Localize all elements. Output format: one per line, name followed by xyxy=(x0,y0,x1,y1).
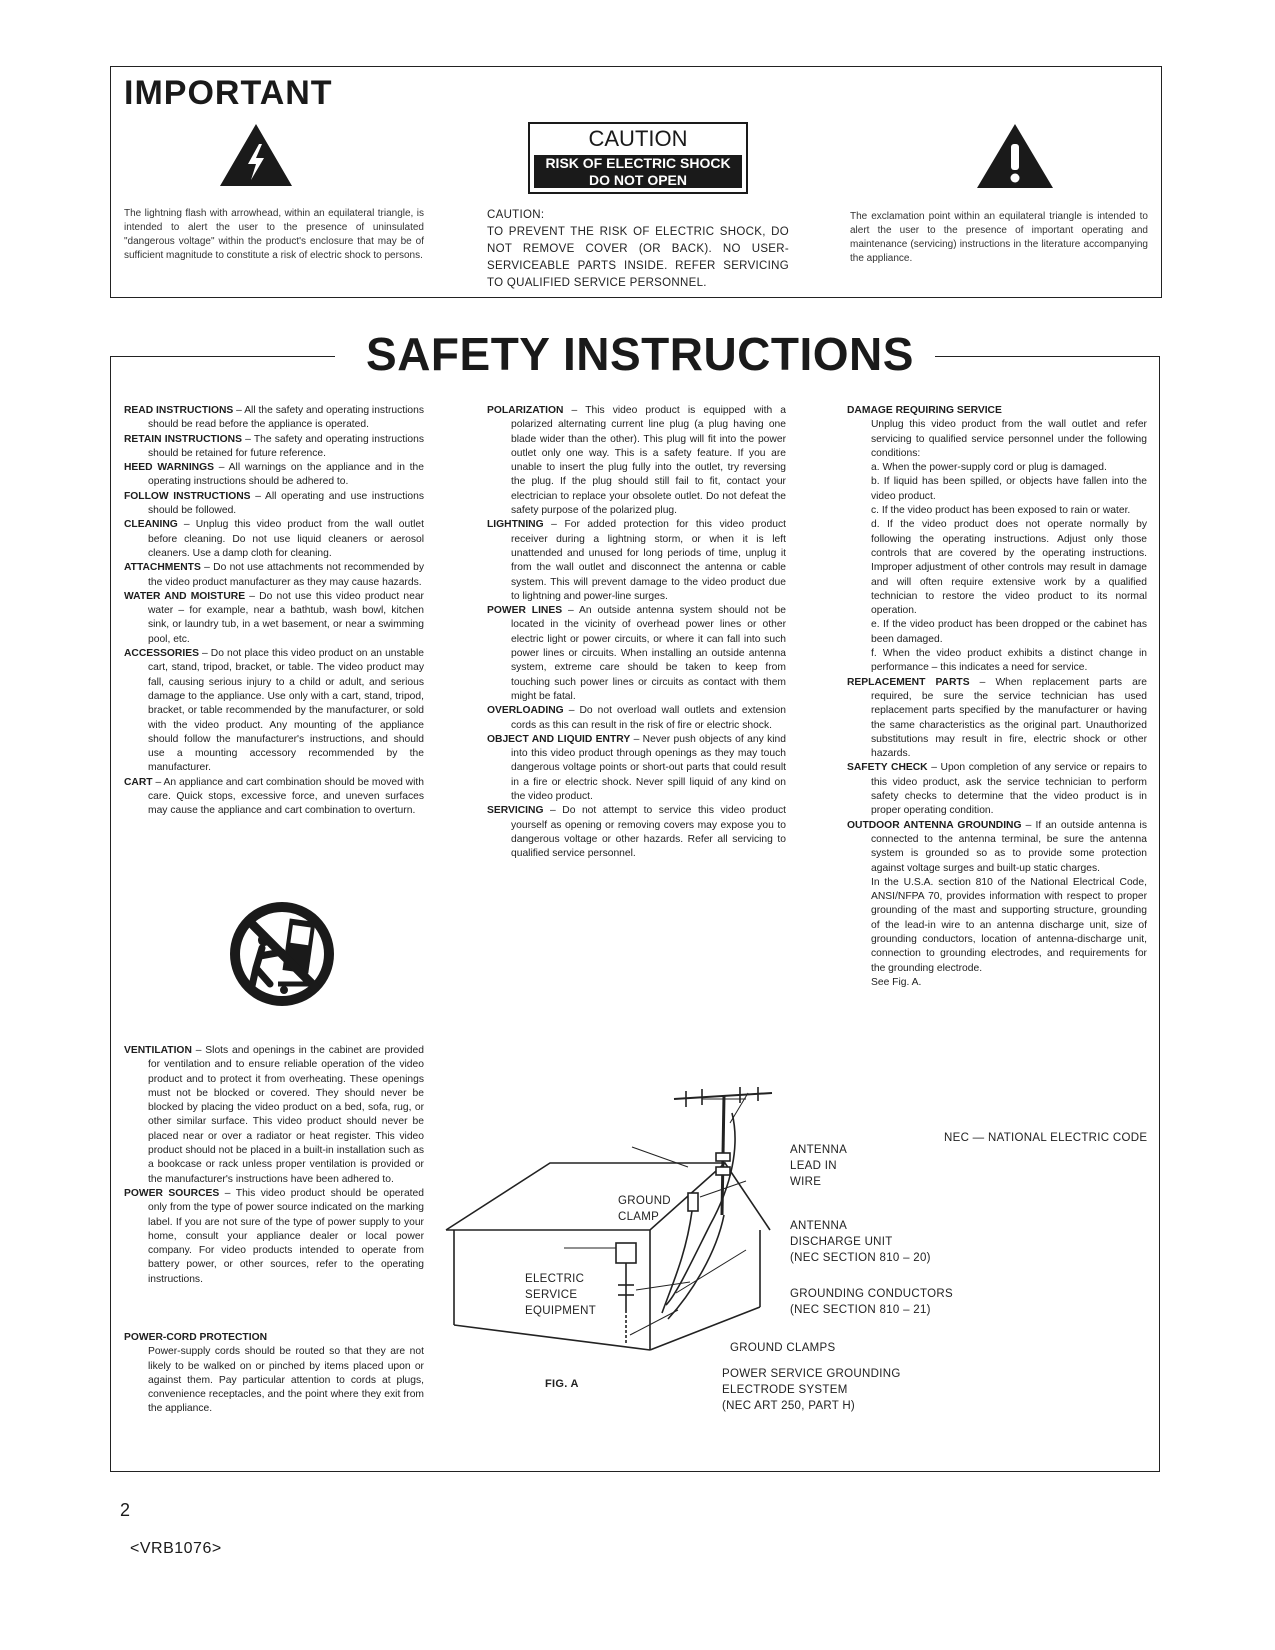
instruction-item xyxy=(847,761,1147,818)
instruction-item xyxy=(847,676,1147,762)
label-ground-clamp xyxy=(618,1193,671,1225)
leader-line xyxy=(630,1310,678,1335)
instruction-term: READ INSTRUCTIONS xyxy=(124,405,234,416)
power-cord-text: Power-supply cords should be routed so that they are not likely to be walked on or pinched by items placed upon or against them. Pay particular attention to cords at plugs, convenience receptacles, and the point where they exit from the appliance. xyxy=(148,1346,424,1415)
mast-clamp xyxy=(716,1167,730,1175)
caution-plate-line2: DO NOT OPEN xyxy=(588,172,687,188)
damage-item: d. If the video product does not operate normally by following the operating instructions. Adjust only those controls that are covered by the operating instructions. Improper adjustment of other controls may result in damage and will often require extensive work by a qualified technician to restore the video product to its normal operation. xyxy=(871,519,1147,617)
service-equipment-box xyxy=(616,1243,636,1263)
instruction-text: – Do not place this video product on an unstable cart, stand, tripod, bracket, or table. The video product may fall, causing serious injury to a child or adult, and serious damage to the appliance. Use only with a cart, stand, tripod, bracket, or table recommended by the manufacturer, or sold with the video product. Any mounting of the appliance should follow the manufacturer's instructions, and should use a mounting accessory recommended by the manufacturer. xyxy=(148,648,424,774)
safety-column-3-items xyxy=(847,676,1147,876)
safety-column-3 xyxy=(847,404,1147,990)
instruction-item xyxy=(487,404,786,518)
house-base-front xyxy=(454,1325,650,1350)
instruction-term: POLARIZATION xyxy=(487,405,564,416)
label-grounding-conductors xyxy=(790,1286,953,1318)
label-line: POWER SERVICE GROUNDING xyxy=(722,1368,901,1380)
label-line: ANTENNA xyxy=(790,1220,848,1232)
label-line: DISCHARGE UNIT xyxy=(790,1236,893,1248)
instruction-item xyxy=(124,404,424,433)
instruction-text: – When replacement parts are required, be sure the service technician has used replacement parts specified by the manufacturer or having the same characteristics as the original part. Unauthorized substitutions may result in fire, electric shock or other hazards. xyxy=(871,676,1147,760)
instruction-item xyxy=(124,561,424,590)
instruction-item xyxy=(124,518,424,561)
important-title: IMPORTANT xyxy=(124,74,333,112)
instruction-term: SAFETY CHECK xyxy=(847,762,928,774)
instruction-term: SERVICING xyxy=(487,805,544,817)
instruction-term: RETAIN INSTRUCTIONS xyxy=(124,433,242,445)
instruction-text: – Do not overload wall outlets and extension cords as this can result in the risk of fire or electric shock. xyxy=(511,705,786,731)
leader-line xyxy=(730,1093,748,1123)
instruction-term: POWER SOURCES xyxy=(124,1187,220,1199)
instruction-item xyxy=(124,433,424,462)
discharge-unit xyxy=(688,1193,698,1211)
instruction-term: VENTILATION xyxy=(124,1045,192,1056)
label-line: WIRE xyxy=(790,1176,822,1188)
instruction-item xyxy=(124,647,424,776)
roof-outline xyxy=(446,1163,725,1230)
instruction-item xyxy=(124,590,424,647)
instruction-text: – This video product should be operated only from the type of power source indicated on the marking label. If you are not sure of the type of power supply to your home, consult your appliance dealer or local power company. For video products intended to operate from battery power, or other sources, refer to the operating instructions. xyxy=(148,1187,424,1285)
see-fig: See Fig. A. xyxy=(871,976,922,988)
instruction-text: – This video product is equipped with a polarized alternating current line plug (a plug having one blade wider than the other). This plug will fit into the power outlet only one way. This is a safety feature. If you are unable to insert the plug fully into the outlet, try reversing the plug. If the plug should still fail to fit, contact your electrician to replace your obsolete outlet. Do not defeat the safety purpose of the polarized plug. xyxy=(511,405,786,517)
damage-item: c. If the video product has been exposed to rain or water. xyxy=(871,505,1131,517)
damage-heading: DAMAGE REQUIRING SERVICE xyxy=(847,405,1002,416)
caution-plate-label: CAUTION xyxy=(588,126,688,151)
cart-warning-icon xyxy=(226,898,338,1010)
instruction-item xyxy=(487,704,786,733)
instruction-item xyxy=(124,461,424,490)
instruction-term: ACCESSORIES xyxy=(124,648,199,660)
label-antenna-lead xyxy=(790,1142,847,1190)
label-line: (NEC SECTION 810 – 21) xyxy=(790,1304,931,1316)
instruction-term: CLEANING xyxy=(124,519,178,531)
safety-column-1-lower xyxy=(124,1044,424,1287)
instruction-term: LIGHTNING xyxy=(487,519,544,531)
label-line: ANTENNA xyxy=(790,1144,848,1156)
instruction-item xyxy=(487,604,786,704)
damage-items xyxy=(871,461,1147,675)
instruction-item xyxy=(124,1044,424,1187)
instruction-item xyxy=(487,804,786,861)
caution-statement xyxy=(487,207,789,292)
instruction-text: – Unplug this video product from the wall outlet before cleaning. Do not use liquid cleaners or aerosol cleaners. Use a damp cloth for cleaning. xyxy=(148,519,424,559)
label-line: GROUND xyxy=(618,1195,671,1207)
instruction-text: – For added protection for this video product receiver during a lightning storm, or when it is left unattended and unused for long periods of time, unplug it from the wall outlet and disconnect the antenna or cable system. This will prevent damage to the video product due to lightning and power-line surges. xyxy=(511,519,786,602)
instruction-text: – An outside antenna system should not be located in the vicinity of overhead power lines or other electric light or power circuits, or where it can fall into such power lines or circuits. When installing an outside antenna system, extreme care should be taken to keep from touching such power lines or circuits as contact with them might be fatal. xyxy=(511,605,786,702)
mast-ground-conductor xyxy=(668,1215,724,1319)
instruction-term: OUTDOOR ANTENNA GROUNDING xyxy=(847,819,1022,831)
instruction-term: FOLLOW INSTRUCTIONS xyxy=(124,490,251,502)
damage-item: a. When the power-supply cord or plug is damaged. xyxy=(871,462,1107,474)
instruction-item xyxy=(487,518,786,604)
document-code: <VRB1076> xyxy=(130,1540,222,1557)
power-cord-protection xyxy=(124,1331,424,1417)
figure-caption: FIG. A xyxy=(545,1378,579,1390)
label-discharge-unit xyxy=(790,1218,931,1266)
instruction-item xyxy=(124,490,424,519)
nec-paragraph: In the U.S.A. section 810 of the National Electrical Code, ANSI/NFPA 70, provides information with respect to proper grounding of the mast and supporting structure, grounding of the lead-in wire to an antenna discharge unit, size of grounding conductors, location of antenna-discharge unit, connection to grounding electrodes, and requirements for the grounding electrode. xyxy=(871,876,1147,974)
damage-block xyxy=(847,418,1147,675)
instruction-text: – Slots and openings in the cabinet are provided for ventilation and to ensure reliable operation of the video product and to protect it from overheating. These openings must not be blocked or covered. They should never be blocked by placing the video product on a bed, sofa, rug, or other similar surface. This video product should never be placed near or over a radiator or heat register. This video product should not be placed in a built-in installation such as a bookcase or rack unless proper ventilation is provided or the manufacturer's instructions have been adhered to. xyxy=(148,1045,424,1185)
caution-plate-warning xyxy=(534,155,742,188)
nec-block xyxy=(847,876,1147,990)
label-ground-clamps: GROUND CLAMPS xyxy=(730,1342,836,1354)
instruction-term: WATER AND MOISTURE xyxy=(124,590,246,602)
label-line: SERVICE xyxy=(525,1289,578,1301)
label-line: GROUNDING CONDUCTORS xyxy=(790,1288,953,1300)
instruction-item xyxy=(847,819,1147,876)
leader-line xyxy=(632,1147,688,1167)
caution-heading: CAUTION: xyxy=(487,209,545,221)
instruction-term: REPLACEMENT PARTS xyxy=(847,676,970,688)
power-cord-heading: POWER-CORD PROTECTION xyxy=(124,1332,268,1343)
instruction-text: – All the safety and operating instructions should be read before the appliance is operated. xyxy=(148,405,424,431)
instruction-text: – Never push objects of any kind into this video product through openings as they may touch dangerous voltage points or short-out parts that could result in a fire or electric shock. Never spill liquid of any kind on the video product. xyxy=(511,733,786,803)
exclamation-triangle-icon xyxy=(975,122,1055,190)
damage-item: f. When the video product exhibits a distinct change in performance – this indicates a need for service. xyxy=(871,648,1147,674)
damage-item: b. If liquid has been spilled, or objects have fallen into the video product. xyxy=(871,476,1147,502)
instruction-text: – An appliance and cart combination should be moved with care. Quick stops, excessive force, and uneven surfaces may cause the appliance and cart combination to overturn. xyxy=(148,776,424,817)
safety-column-1 xyxy=(124,404,424,819)
label-electrode-system xyxy=(722,1366,901,1414)
label-line: (NEC ART 250, PART H) xyxy=(722,1400,856,1412)
instruction-item xyxy=(124,1187,424,1287)
instruction-text: – All warnings on the appliance and in the operating instructions should be adhered to. xyxy=(148,462,424,488)
instruction-item xyxy=(487,733,786,804)
instruction-text: – Do not use attachments not recommended by the video product manufacturer as they may cause hazards. xyxy=(148,562,424,588)
instruction-term: CART xyxy=(124,776,153,788)
exclamation-description: The exclamation point within an equilateral triangle is intended to alert the user to the presence of important operating and maintenance (servicing) instructions in the literature accompanying the appliance. xyxy=(850,211,1148,264)
instruction-text: – All operating and use instructions should be followed. xyxy=(148,490,424,517)
nec-note: NEC — NATIONAL ELECTRIC CODE xyxy=(944,1132,1148,1144)
instruction-term: POWER LINES xyxy=(487,605,563,617)
caution-plate xyxy=(528,122,748,194)
label-line: LEAD IN xyxy=(790,1160,837,1172)
label-line: (NEC SECTION 810 – 20) xyxy=(790,1252,931,1264)
safety-column-2 xyxy=(487,404,786,862)
instruction-text: – The safety and operating instructions should be retained for future reference. xyxy=(148,433,424,459)
label-line: ELECTRIC xyxy=(525,1273,585,1285)
instruction-text: – Do not use this video product near water – for example, near a bathtub, wash bowl, kitchen sink, or laundry tub, in a wet basement, or near a swimming pool, etc. xyxy=(148,590,424,645)
caution-plate-line1: RISK OF ELECTRIC SHOCK xyxy=(545,155,731,171)
mast-clamp xyxy=(716,1153,730,1161)
label-electric-service xyxy=(525,1271,596,1319)
lightning-triangle-icon xyxy=(218,122,294,188)
label-line: EQUIPMENT xyxy=(525,1305,597,1317)
lightning-description: The lightning flash with arrowhead, within an equilateral triangle, is intended to alert the user to the presence of uninsulated "dangerous voltage" within the product's enclosure that may be of sufficient magnitude to constitute a risk of electric shock to persons. xyxy=(124,208,424,261)
caution-body-text: TO PREVENT THE RISK OF ELECTRIC SHOCK, DO NOT REMOVE COVER (OR BACK). NO USER-SERVICEABLE PARTS INSIDE. REFER SERVICING TO QUALIFIED SERVICE PERSONNEL. xyxy=(487,226,789,289)
grounding-conductor xyxy=(662,1211,692,1313)
damage-intro: Unplug this video product from the wall outlet and refer servicing to qualified service personnel under the following conditions: xyxy=(871,419,1147,459)
damage-item: e. If the video product has been dropped or the cabinet has been damaged. xyxy=(871,619,1147,645)
instruction-text: – Upon completion of any service or repairs to this video product, ask the service technician to perform safety checks to determine that the video product is in proper operating condition. xyxy=(871,762,1147,817)
page-number: 2 xyxy=(120,1500,131,1520)
label-line: CLAMP xyxy=(618,1211,660,1223)
safety-title: SAFETY INSTRUCTIONS xyxy=(366,328,914,380)
instruction-text: – If an outside antenna is connected to the antenna terminal, be sure the antenna system is grounded so as to provide some protection against voltage surges and built-up static charges. xyxy=(871,819,1147,874)
instruction-term: OVERLOADING xyxy=(487,705,564,717)
instruction-term: HEED WARNINGS xyxy=(124,462,214,474)
label-line: ELECTRODE SYSTEM xyxy=(722,1384,848,1396)
instruction-text: – Do not attempt to service this video product yourself as opening or removing covers may expose you to dangerous voltage or other hazards. Refer all servicing to qualified service personnel. xyxy=(511,805,786,860)
instruction-term: ATTACHMENTS xyxy=(124,562,201,574)
instruction-term: OBJECT AND LIQUID ENTRY xyxy=(487,733,631,745)
instruction-item xyxy=(124,776,424,819)
